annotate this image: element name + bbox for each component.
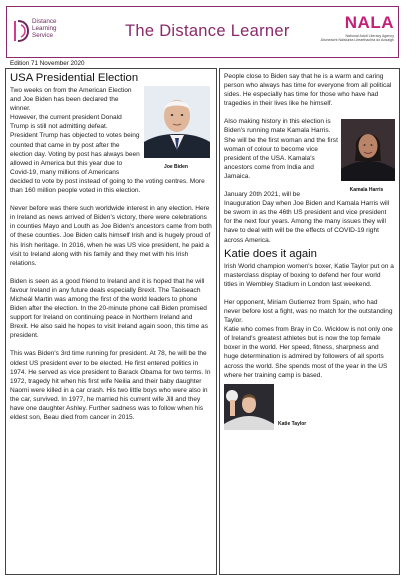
article-paragraph: Biden is seen as a good friend to Ireland and it is hoped that he will favour Ireland in any future deals especially Brexit. The Taoiseach Micheál Martin was among the first of the world leaders to phone Biden after the election. In the 20-minute phone call Biden promised support for Ireland on continuing peace in Northern Ireland and Brexit. He also said he hopes to visit Ireland again soon, this time as president. xyxy=(10,277,208,340)
masthead-banner xyxy=(6,6,399,58)
harris-photo xyxy=(341,119,395,181)
taylor-photo xyxy=(224,384,274,430)
biden-photo xyxy=(144,86,210,158)
biden-photo-caption: Joe Biden xyxy=(164,164,188,170)
taylor-photo-block xyxy=(224,383,395,427)
article-paragraph: Irish World champion women's boxer, Katie Taylor put on a masterclass display of boxing to defend her four world titles in Wembley Stadium in London last weekend. xyxy=(224,262,394,288)
article-paragraph: People close to Biden say that he is a warm and caring person who always has time for everyone from all political sides. He especially has time for those who have had tragedies in their lives like he himself. xyxy=(224,73,392,108)
left-column xyxy=(5,68,217,575)
harris-photo-caption: Kamala Harris xyxy=(349,187,384,194)
article-headline: Katie does it again xyxy=(224,247,317,260)
nala-logo-word: NALA xyxy=(344,13,394,32)
article-paragraph: Never before was there such worldwide interest in any election. Here in Ireland as news arrived of Biden's victory, there were celebrations in counties Mayo and Louth as Joe Biden's ancestors came from both of these counties. Joe Biden calls himself Irish and is hugely proud of his Irish heritage. In 2016, when he was US vice president, he paid a visit to Ireland along with his family and they met with his Irish relations. xyxy=(10,205,212,267)
harris-photo-block xyxy=(338,117,395,193)
article-paragraph: President Trump has objected to votes being counted that came in by post after the election day. Voting by post has always been allowed in America but this year due to Covid-19, many millions of Americans decided to vote by post instead of going to the voting centres. More than 160 million people voted in this election. xyxy=(10,132,205,195)
nala-logo-sub-line: Áisíneacht Náisiúnta Litearthachta do Aosaigh xyxy=(320,38,394,43)
dls-logo-line: Distance xyxy=(32,18,57,25)
dls-logo-text xyxy=(32,18,57,40)
taylor-photo-caption: Katie Taylor xyxy=(278,420,307,427)
right-column xyxy=(219,68,400,575)
edition-label: Edition 71 November 2020 xyxy=(10,60,85,67)
nala-logo-sub xyxy=(314,34,394,43)
article-paragraph: Two weeks on from the American Election and Joe Biden has been declared the winner. xyxy=(10,87,132,113)
article-paragraph: January 20th 2021, will be Inauguration Day when Joe Biden and Kamala Harris will be sworn in as the 46th US president and vice president for the next four years. Among the many issues they will have to deal with will be the effects of COVID-19 right across America. xyxy=(224,191,390,244)
biden-photo-block xyxy=(140,86,212,170)
article-paragraph: This was Biden's 3rd time running for president. At 78, he will be the oldest US president ever to be elected. He first entered politics in 1974. He served as vice president to Barack Obama for two terms. In 1972, tragedy hit when his first wife Neilia and their baby daughter Naomi were killed in a car crash. His two little boys who were also in the car, survived. In 1977, he married his current wife Jill and they have one daughter Ashley. Further sadness was to follow when his eldest son, Beau died from cancer in 2015. xyxy=(10,350,211,422)
dls-logo-mark-icon xyxy=(12,17,30,45)
article-paragraph: Also making history in this election is Biden's running mate Kamala Harris. She will be the first woman and the first woman of colour to become vice president of the USA. Kamala's ancestors come from India and Jamaica. xyxy=(224,118,338,180)
newsletter-title: The Distance Learner xyxy=(125,22,290,40)
dls-logo-line: Learning xyxy=(32,25,57,33)
article-headline: USA Presidential Election xyxy=(10,72,139,84)
article-paragraph: However, the current president Donald Trump is still not admitting defeat. xyxy=(10,114,122,131)
nala-logo-sub-line: National Adult Literacy Agency xyxy=(345,34,394,38)
dls-logo-line: Service xyxy=(32,32,53,40)
nala-logo xyxy=(314,11,394,55)
article-paragraph: Her opponent, Miriam Gutierrez from Spain, who had never before lost a fight, was no match for the outstanding Taylor. xyxy=(224,298,393,325)
distance-learning-service-logo xyxy=(12,15,92,49)
article-paragraph: Katie who comes from Bray in Co. Wicklow is not only one of Ireland's greatest athletes but is now the top female boxer in the world. Her speed, fitness, sharpness and huge determination is admired by followers of all sports across the world. She spends most of the year in the US where her training camp is based. xyxy=(224,326,393,379)
